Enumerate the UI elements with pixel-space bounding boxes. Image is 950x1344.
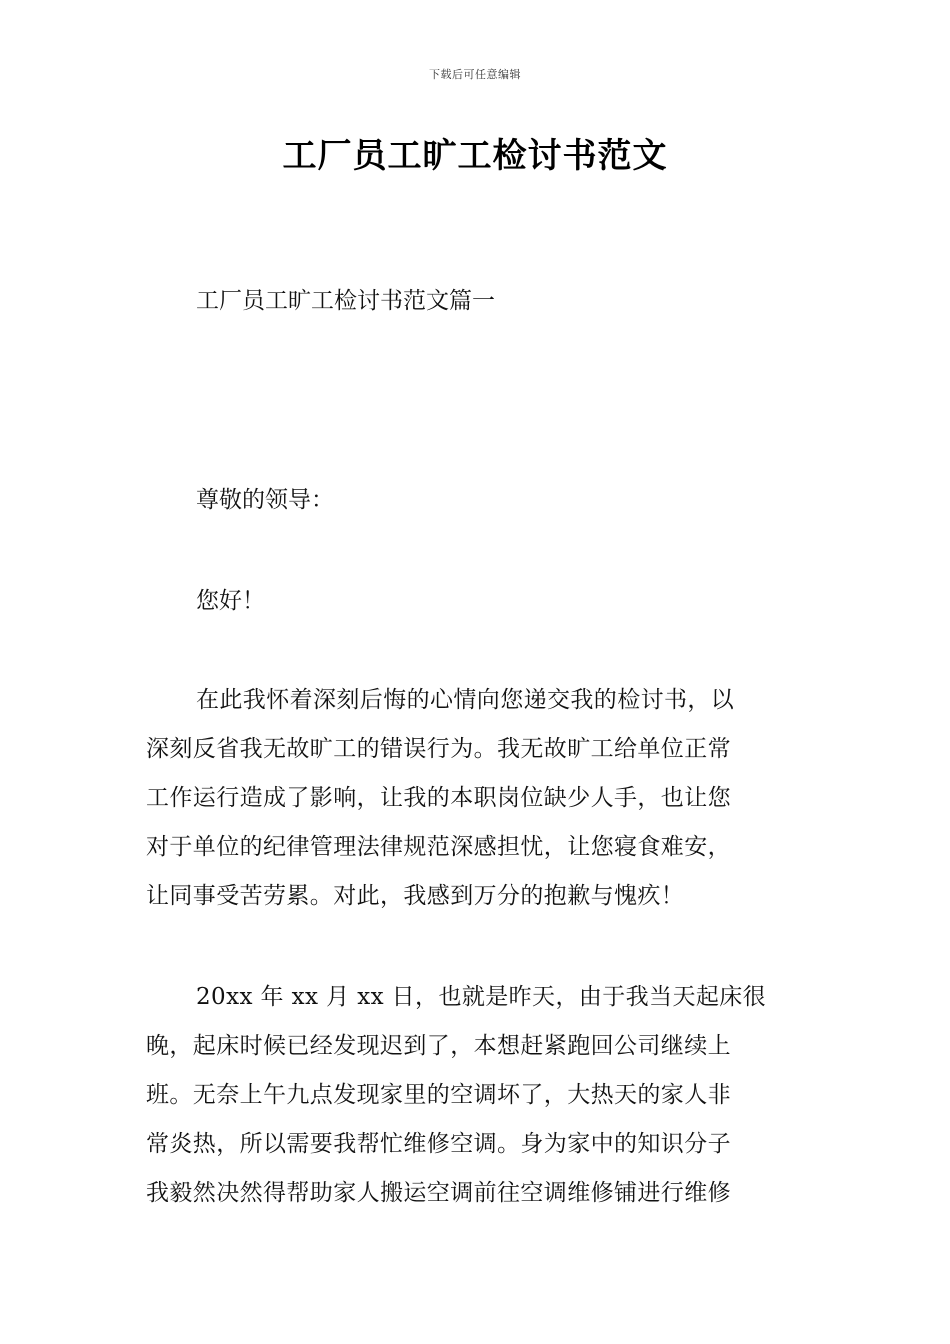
paragraph-line: 工作运行造成了影响，让我的本职岗位缺少人手，也让您	[146, 785, 731, 811]
greeting: 您好！	[196, 588, 265, 614]
paragraph-line: 在此我怀着深刻后悔的心情向您递交我的检讨书，以	[196, 687, 735, 713]
document-title: 工厂员工旷工检讨书范文	[282, 136, 668, 176]
paragraph-line: 晚，起床时候已经发现迟到了，本想赶紧跑回公司继续上	[146, 1033, 731, 1059]
paragraph-line: 对于单位的纪律管理法律规范深感担忧，让您寝食难安，	[146, 834, 731, 860]
header-note: 下载后可任意编辑	[429, 68, 521, 81]
paragraph-line: 深刻反省我无故旷工的错误行为。我无故旷工给单位正常	[146, 736, 731, 762]
paragraph-2	[146, 973, 806, 1218]
salutation: 尊敬的领导：	[196, 487, 334, 513]
paragraph-line: 让同事受苦劳累。对此，我感到万分的抱歉与愧疚！	[146, 883, 685, 909]
paragraph-line: 我毅然决然得帮助家人搬运空调前往空调维修铺进行维修	[146, 1180, 731, 1206]
section-heading: 工厂员工旷工检讨书范文篇一	[196, 288, 495, 314]
paragraph-line: 20xx 年 xx 月 xx 日，也就是昨天，由于我当天起床很	[196, 984, 767, 1010]
paragraph-1	[146, 676, 806, 921]
paragraph-line: 班。无奈上午九点发现家里的空调坏了，大热天的家人非	[146, 1082, 731, 1108]
paragraph-line: 常炎热，所以需要我帮忙维修空调。身为家中的知识分子	[146, 1131, 731, 1157]
